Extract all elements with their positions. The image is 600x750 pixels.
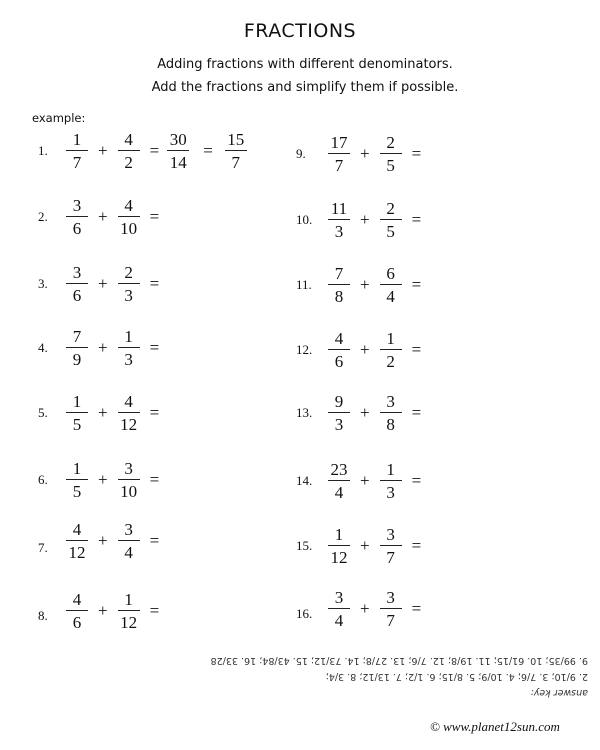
fraction-a	[64, 130, 90, 172]
answer-key-line-1: 2. 9/10; 3. 7/6; 4. 10/9; 5. 8/15; 6. 1/2; 7. 13/12; 8. 3/4;	[325, 671, 588, 682]
plus-sign: +	[98, 470, 108, 489]
fraction-a	[64, 196, 90, 238]
numerator: 9	[334, 392, 344, 411]
fraction-bar	[66, 216, 88, 217]
denominator: 10	[120, 219, 138, 238]
plus-sign: +	[98, 141, 108, 160]
plus-sign: +	[360, 403, 370, 422]
fraction-bar	[118, 540, 140, 541]
denominator: 5	[72, 415, 82, 434]
problem-number: 16.	[296, 606, 313, 621]
numerator: 2	[386, 199, 395, 218]
plus-sign: +	[360, 275, 370, 294]
fraction-b	[378, 588, 404, 630]
fraction-bar	[167, 150, 189, 151]
denominator: 3	[124, 286, 133, 305]
problem-number: 11.	[296, 277, 312, 292]
equals-sign: =	[149, 531, 160, 550]
problem-number: 2.	[38, 209, 48, 224]
numerator: 3	[72, 196, 82, 215]
equals-sign: =	[411, 340, 422, 359]
denominator: 4	[334, 483, 344, 502]
problem-11	[296, 260, 427, 310]
fraction-b	[378, 264, 404, 306]
equals-sign: =	[411, 471, 422, 490]
numerator: 6	[386, 264, 395, 283]
answer-key	[150, 652, 588, 700]
problem-16	[296, 584, 427, 634]
answer-key-label: answer key:	[530, 687, 588, 698]
fraction-bar	[380, 412, 402, 413]
denominator: 7	[72, 153, 82, 172]
fraction-bar	[66, 540, 88, 541]
numerator: 15	[227, 130, 245, 149]
problem-9	[296, 129, 427, 179]
fraction-bar	[66, 610, 88, 611]
fraction-bar	[328, 480, 350, 481]
problem-8	[38, 586, 165, 636]
fraction-bar	[328, 349, 350, 350]
fraction-b	[116, 459, 142, 501]
numerator: 7	[72, 327, 82, 346]
denominator: 6	[72, 219, 82, 238]
denominator: 4	[386, 287, 395, 306]
fraction-b	[116, 590, 142, 632]
plus-sign: +	[360, 210, 370, 229]
fraction-simplified	[223, 130, 249, 172]
denominator: 7	[334, 156, 344, 175]
fraction-bar	[66, 283, 88, 284]
fraction-bar	[380, 545, 402, 546]
numerator: 3	[334, 588, 344, 607]
plus-sign: +	[98, 274, 108, 293]
fraction-bar	[328, 219, 350, 220]
denominator: 3	[334, 415, 344, 434]
problem-15	[296, 521, 427, 571]
equals-sign: =	[411, 536, 422, 555]
problem-number: 14.	[296, 473, 313, 488]
numerator: 4	[124, 130, 133, 149]
fraction-bar	[328, 412, 350, 413]
denominator: 12	[68, 543, 86, 562]
fraction-bar	[225, 150, 247, 151]
problem-number: 10.	[296, 212, 313, 227]
fraction-bar	[66, 479, 88, 480]
problem-number: 15.	[296, 538, 313, 553]
fraction-b	[378, 329, 404, 371]
denominator: 6	[72, 613, 82, 632]
fraction-a	[326, 588, 352, 630]
fraction-b	[378, 525, 404, 567]
equals-sign: =	[411, 144, 422, 163]
equals-sign: =	[203, 141, 213, 160]
fraction-bar	[380, 480, 402, 481]
numerator: 2	[386, 133, 395, 152]
equals-sign: =	[411, 275, 422, 294]
copyright-footer: © www.planet12sun.com	[430, 719, 560, 734]
denominator: 3	[334, 222, 344, 241]
numerator: 17	[330, 133, 348, 152]
plus-sign: +	[360, 340, 370, 359]
problem-13	[296, 388, 427, 438]
problem-number: 7.	[38, 540, 48, 555]
fraction-bar	[328, 545, 350, 546]
numerator: 1	[124, 327, 133, 346]
numerator: 1	[124, 590, 133, 609]
problem-4	[38, 323, 165, 373]
denominator: 2	[124, 153, 133, 172]
fraction-bar	[328, 153, 350, 154]
denominator: 6	[72, 286, 82, 305]
fraction-bar	[118, 412, 140, 413]
numerator: 30	[169, 130, 187, 149]
plus-sign: +	[360, 144, 370, 163]
equals-sign: =	[149, 470, 160, 489]
numerator: 1	[386, 329, 395, 348]
denominator: 4	[334, 611, 344, 630]
fraction-bar	[118, 479, 140, 480]
fraction-answer	[165, 130, 191, 172]
fraction-bar	[380, 608, 402, 609]
fraction-b	[378, 199, 404, 241]
problem-number: 12.	[296, 342, 313, 357]
problem-number: 9.	[296, 146, 306, 161]
problem-7	[38, 516, 165, 566]
problem-10	[296, 195, 427, 245]
denominator: 12	[120, 613, 138, 632]
denominator: 9	[72, 350, 82, 369]
subtitle-directions: Add the fractions and simplify them if possible.	[151, 80, 459, 95]
problem-number: 8.	[38, 608, 48, 623]
numerator: 4	[124, 392, 133, 411]
denominator: 5	[386, 222, 395, 241]
equals-sign: =	[149, 338, 160, 357]
fraction-bar	[380, 284, 402, 285]
fraction-b	[116, 327, 142, 369]
problem-number: 13.	[296, 405, 313, 420]
problem-12	[296, 325, 427, 375]
fraction-a	[64, 327, 90, 369]
fraction-bar	[328, 608, 350, 609]
subtitle-instructions: Adding fractions with different denominators.	[157, 57, 453, 72]
plus-sign: +	[98, 531, 108, 550]
fraction-a	[326, 329, 352, 371]
denominator: 12	[330, 548, 348, 567]
plus-sign: +	[98, 338, 108, 357]
numerator: 3	[386, 525, 395, 544]
denominator: 8	[386, 415, 395, 434]
fraction-bar	[66, 347, 88, 348]
equals-sign: =	[411, 210, 422, 229]
fraction-a	[326, 199, 352, 241]
equals-sign: =	[149, 601, 160, 620]
numerator: 1	[72, 459, 82, 478]
answer-key-line-2: 9. 99/35; 10. 61/15; 11. 19/8; 12. 7/6; 13. 27/8; 14. 73/12; 15. 43/84; 16. 33/28	[210, 655, 588, 666]
fraction-bar	[380, 349, 402, 350]
problem-14	[296, 456, 427, 506]
fraction-bar	[380, 153, 402, 154]
plus-sign: +	[360, 599, 370, 618]
fraction-bar	[66, 150, 88, 151]
denominator: 5	[386, 156, 395, 175]
denominator: 4	[124, 543, 133, 562]
numerator: 23	[330, 460, 348, 479]
problem-number: 6.	[38, 472, 48, 487]
fraction-a	[326, 264, 352, 306]
fraction-b	[116, 196, 142, 238]
numerator: 1	[334, 525, 344, 544]
numerator: 3	[72, 263, 82, 282]
fraction-a	[64, 520, 90, 562]
plus-sign: +	[360, 536, 370, 555]
plus-sign: +	[98, 601, 108, 620]
plus-sign: +	[360, 471, 370, 490]
fraction-b	[116, 263, 142, 305]
denominator: 7	[386, 611, 395, 630]
fraction-bar	[118, 150, 140, 151]
fraction-a	[64, 459, 90, 501]
fraction-b	[378, 133, 404, 175]
equals-sign: =	[149, 403, 160, 422]
numerator: 7	[334, 264, 344, 283]
denominator: 7	[386, 548, 395, 567]
denominator: 3	[386, 483, 395, 502]
numerator: 3	[124, 459, 133, 478]
equals-sign: =	[149, 141, 160, 160]
fraction-b	[116, 392, 142, 434]
fraction-bar	[328, 284, 350, 285]
plus-sign: +	[98, 403, 108, 422]
fraction-bar	[118, 610, 140, 611]
numerator: 11	[330, 199, 348, 218]
problem-number: 3.	[38, 276, 48, 291]
problem-2	[38, 192, 165, 242]
denominator: 3	[124, 350, 133, 369]
fraction-bar	[380, 219, 402, 220]
numerator: 4	[334, 329, 344, 348]
denominator: 12	[120, 415, 138, 434]
denominator: 8	[334, 287, 344, 306]
problem-number: 4.	[38, 340, 48, 355]
page-title: FRACTIONS	[243, 20, 357, 42]
denominator: 14	[169, 153, 187, 172]
denominator: 6	[334, 352, 344, 371]
equals-sign: =	[149, 274, 160, 293]
denominator: 5	[72, 482, 82, 501]
fraction-b	[378, 460, 404, 502]
fraction-a	[326, 525, 352, 567]
fraction-a	[326, 133, 352, 175]
problem-5	[38, 388, 165, 438]
fraction-b	[116, 130, 142, 172]
denominator: 7	[231, 153, 241, 172]
numerator: 4	[72, 590, 82, 609]
fraction-b	[378, 392, 404, 434]
equals-sign: =	[149, 207, 160, 226]
problem-6	[38, 455, 165, 505]
fraction-bar	[118, 283, 140, 284]
numerator: 4	[72, 520, 82, 539]
fraction-a	[326, 460, 352, 502]
problem-number: 5.	[38, 405, 48, 420]
equals-sign: =	[411, 403, 422, 422]
fraction-a	[64, 263, 90, 305]
numerator: 1	[72, 392, 82, 411]
problem-1	[38, 126, 249, 176]
denominator: 10	[120, 482, 138, 501]
numerator: 3	[386, 588, 395, 607]
denominator: 2	[386, 352, 395, 371]
numerator: 3	[124, 520, 133, 539]
fraction-bar	[66, 412, 88, 413]
fraction-bar	[118, 216, 140, 217]
fraction-a	[64, 392, 90, 434]
problem-3	[38, 259, 165, 309]
problem-number: 1.	[38, 143, 48, 158]
plus-sign: +	[98, 207, 108, 226]
numerator: 3	[386, 392, 395, 411]
equals-sign: =	[411, 599, 422, 618]
fraction-a	[64, 590, 90, 632]
fraction-b	[116, 520, 142, 562]
numerator: 2	[124, 263, 133, 282]
numerator: 1	[386, 460, 395, 479]
numerator: 1	[72, 130, 82, 149]
fraction-bar	[118, 347, 140, 348]
numerator: 4	[124, 196, 133, 215]
example-label: example:	[32, 111, 86, 125]
fraction-a	[326, 392, 352, 434]
